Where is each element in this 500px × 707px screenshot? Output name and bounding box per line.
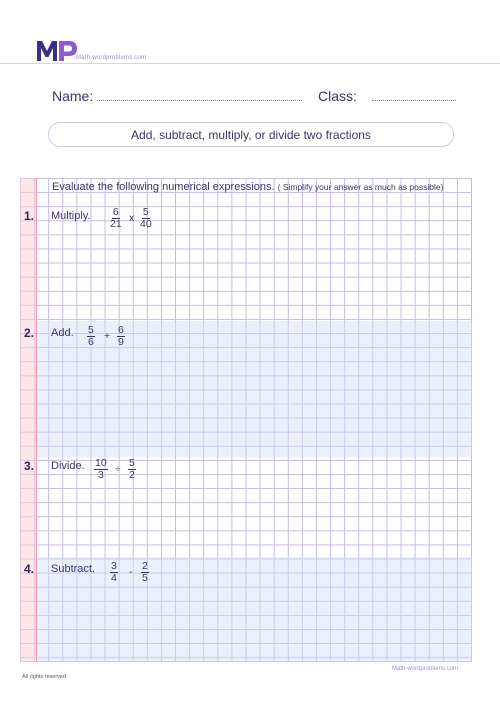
question-2-operator: + [104,330,111,342]
question-2-fraction-b [117,325,125,348]
fraction-denominator: 21 [110,218,122,230]
question-1-label: Multiply. [51,210,91,222]
header-rule [0,63,500,64]
question-4-fraction-b [141,561,149,584]
fraction-numerator: 5 [142,206,149,218]
question-4-operator: - [129,566,133,578]
question-1-operator: x [129,212,135,224]
footer-rights: All rights reserved [22,674,67,680]
class-label: Class: [318,88,357,104]
question-1-fraction-a [109,207,123,230]
instructions-note: ( Simplify your answer as much as possible) [277,182,444,192]
class-field[interactable] [372,100,456,101]
fraction-denominator: 40 [140,218,152,230]
question-3-number: 3. [24,459,35,473]
fraction-numerator: 6 [112,206,119,218]
question-2-label: Add. [51,327,74,339]
fraction-numerator: 5 [88,324,94,336]
question-2-number: 2. [24,326,35,340]
instructions [52,181,443,193]
question-3-operator: ÷ [115,463,121,475]
fraction-numerator: 2 [142,560,148,572]
fraction-denominator: 5 [142,572,148,584]
question-4-fraction-a [110,561,118,584]
answer-band-2 [36,321,472,457]
fraction-numerator: 6 [118,324,124,336]
fraction-denominator: 2 [129,469,135,481]
question-3-fraction-a [94,458,108,481]
margin-strip [20,178,36,662]
question-1-number: 1. [24,209,35,223]
worksheet-title: Add, subtract, multiply, or divide two fractions [48,122,454,147]
question-4-number: 4. [24,562,35,576]
fraction-numerator: 3 [111,560,117,572]
fraction-denominator: 3 [97,469,104,481]
answer-band-4 [36,557,472,662]
site-name: Math-wordproblems.com [76,55,147,61]
question-3-label: Divide. [51,460,85,472]
fraction-numerator: 10 [95,457,107,469]
question-3-fraction-b [128,458,136,481]
name-label: Name: [52,88,94,104]
fraction-numerator: 5 [129,457,135,469]
question-4-label: Subtract. [51,563,96,575]
name-field[interactable] [97,100,302,101]
fraction-denominator: 6 [88,336,94,348]
instructions-main: Evaluate the following numerical expressions. [52,181,275,193]
question-2-fraction-a [87,325,95,348]
margin-line [36,178,37,662]
question-1-fraction-b [139,207,153,230]
footer-site: Math-wordproblems.com [392,666,459,672]
mp-logo [36,38,80,62]
fraction-denominator: 4 [111,572,117,584]
fraction-denominator: 9 [118,336,124,348]
